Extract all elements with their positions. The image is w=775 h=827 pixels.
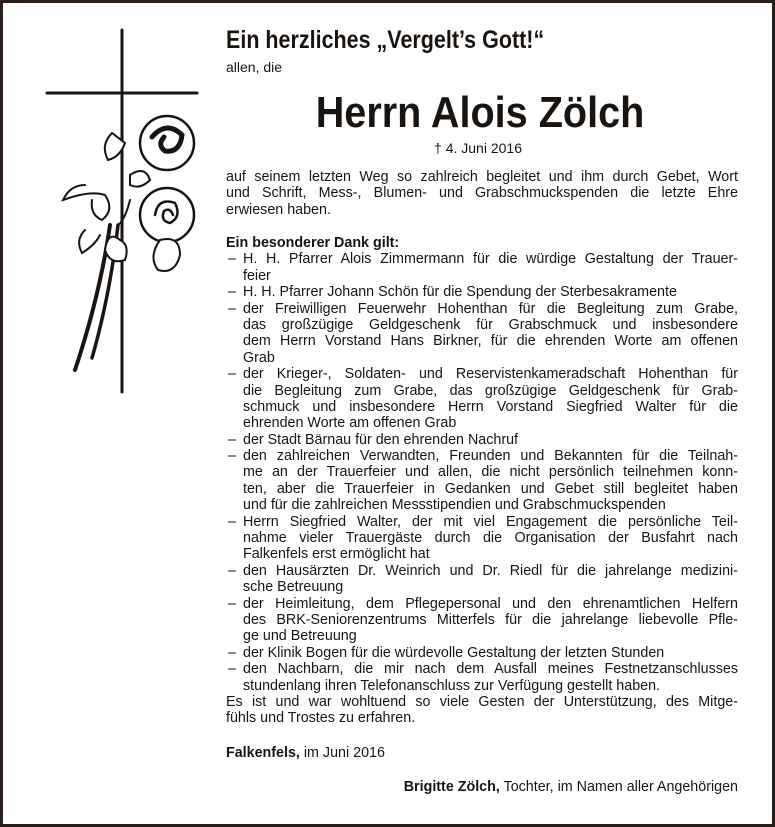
text-line: des BRK-Seniorenzentrums Mitterfels für die jahrelange liebevolle Pfle- xyxy=(243,611,738,628)
text-line: ge und Betreuung xyxy=(243,628,357,645)
list-item xyxy=(226,432,738,448)
text-line: ehrenden Worte am offenen Grab xyxy=(243,415,457,432)
text-line: stundenlang ihren Telefonanschluss zur Verfügung gestellt haben. xyxy=(243,677,661,694)
text-line: sche Betreuung xyxy=(243,579,344,596)
text-line: me an der Trauerfeier und allen, die nicht persönlich teilnehmen konn- xyxy=(243,464,738,481)
text-line: erwiesen haben. xyxy=(226,201,331,218)
text-line: und Schrift, Mess-, Blumen- und Grabschmuckspenden die letzte Ehre xyxy=(226,185,738,202)
closing-paragraph xyxy=(226,694,738,727)
text-line: auf seinem letzten Weg so zahlreich begleitet und ihm durch Gebet, Wort xyxy=(226,169,738,185)
text-line: Grab xyxy=(243,349,275,366)
cross-with-roses-icon xyxy=(30,25,220,405)
list-item xyxy=(226,514,738,563)
dash-bullet: – xyxy=(228,366,236,383)
text-line: Es ist und war wohltuend so viele Gesten der Unterstützung, des Mitge- xyxy=(226,693,738,710)
text-line: H. H. Pfarrer Johann Schön für die Spendung der Sterbesakramente xyxy=(243,284,677,301)
text-line: der Heimleitung, dem Pflegepersonal und den ehrenamtlichen Helfern xyxy=(243,595,738,612)
list-item xyxy=(226,563,738,596)
text-line: den Hausärzten Dr. Weinrich und Dr. Riedl für die jahrelange medizini- xyxy=(243,562,738,579)
text-line: der Klinik Bogen für die würdevolle Gestaltung der letzten Stunden xyxy=(243,644,665,661)
dash-bullet: – xyxy=(228,661,236,678)
dash-bullet: – xyxy=(228,300,236,317)
list-item xyxy=(226,596,738,645)
text-line: das großzügige Geldgeschenk für Grabschmuck und insbesondere xyxy=(243,316,738,333)
dash-bullet: – xyxy=(228,562,236,579)
signature: Brigitte Zölch, Tochter, im Namen aller Angehörigen xyxy=(403,779,738,795)
text-line: die Begleitung zum Grabe, das großzügige Geldgeschenk für Grab- xyxy=(243,382,738,399)
text-line: Herrn Siegfried Walter, der mit viel Engagement die persönliche Teil- xyxy=(243,513,738,530)
thanks-heading: Ein besonderer Dank gilt: xyxy=(226,235,400,251)
text-line: und für die zahlreichen Messstipendien und Grabschmuckspenden xyxy=(243,497,666,514)
heading: Ein herzliches „Vergelt’s Gott!“ xyxy=(226,26,545,54)
dash-bullet: – xyxy=(228,431,236,448)
deceased-name: Herrn Alois Zölch xyxy=(315,88,645,137)
text-line: den Nachbarn, die mir nach dem Ausfall meines Festnetzanschlusses xyxy=(243,661,738,678)
list-item xyxy=(226,251,738,284)
place-date: Falkenfels, im Juni 2016 xyxy=(226,745,385,761)
subheading: allen, die xyxy=(226,59,283,75)
text-line: Falkenfels erst ermöglicht hat xyxy=(243,546,430,563)
text-line: der Stadt Bärnau für den ehrenden Nachruf xyxy=(243,431,518,448)
dash-bullet: – xyxy=(228,595,236,612)
list-item xyxy=(226,645,738,661)
text-line: fühls und Trostes zu erfahren. xyxy=(226,710,416,727)
text-line: ten, aber die Trauerfeier in Gedanken und Gebet still begleitet haben xyxy=(243,480,738,497)
list-item xyxy=(226,366,738,432)
death-date: † 4. Juni 2016 xyxy=(434,140,522,156)
text-line: den zahlreichen Verwandten, Freunden und Bekannten für die Teilnah- xyxy=(243,448,738,465)
list-item xyxy=(226,301,738,367)
text-line: der Freiwilligen Feuerwehr Hohenthan für die Begleitung zum Grabe, xyxy=(243,300,738,317)
dash-bullet: – xyxy=(228,284,236,301)
dash-bullet: – xyxy=(228,513,236,530)
thanks-list xyxy=(226,251,738,694)
dash-bullet: – xyxy=(228,448,236,465)
text-line: H. H. Pfarrer Alois Zimmermann für die würdige Gestaltung der Trauer- xyxy=(243,251,738,268)
dash-bullet: – xyxy=(228,644,236,661)
text-line: nahme vieler Trauergäste durch die Organisation der Busfahrt nach xyxy=(243,530,738,547)
text-line: feier xyxy=(243,267,271,284)
list-item xyxy=(226,661,738,694)
text-line: dem Herrn Vorstand Hans Birkner, für die ehrenden Worte am offenen xyxy=(243,333,738,350)
list-item xyxy=(226,284,738,300)
dash-bullet: – xyxy=(228,251,236,268)
text-line: der Krieger-, Soldaten- und Reservistenkameradschaft Hohenthan für xyxy=(243,366,738,383)
text-line: schmuck und insbesondere Herrn Vorstand Siegfried Walter für die xyxy=(243,398,738,415)
intro-paragraph xyxy=(226,169,738,218)
list-item xyxy=(226,448,738,514)
